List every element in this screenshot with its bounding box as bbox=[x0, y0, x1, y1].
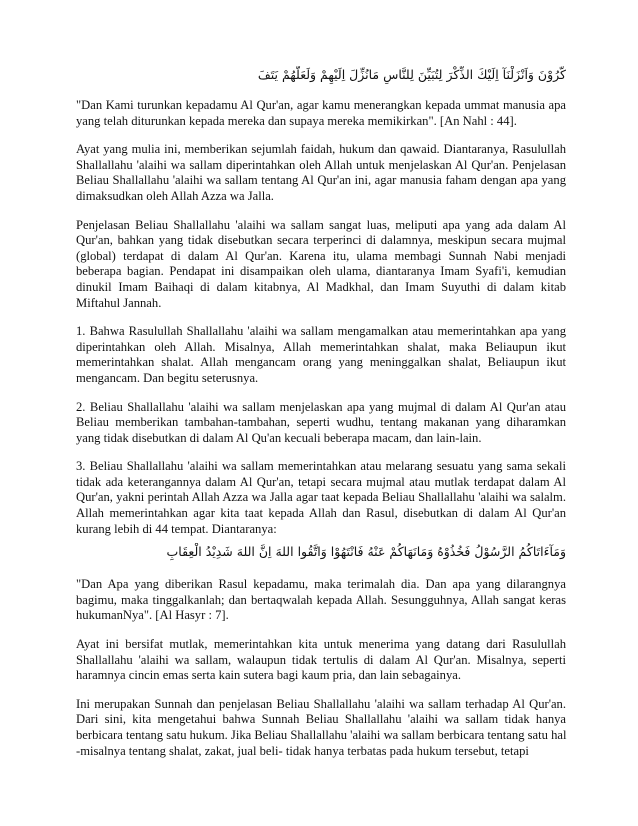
text-line: Ayat ini bersifat mutlak, memerintahkan kita untuk menerima yang datang dari Rasulullah bbox=[76, 637, 566, 652]
paragraph-ayat-mutlak bbox=[76, 637, 566, 684]
text-line: "Dan Apa yang diberikan Rasul kepadamu, maka terimalah dia. Dan apa yang dilarangnya bbox=[76, 577, 566, 592]
text-line: tidak ada keterangannya dalam Al Qur'an, tetapi secara mujmal atau mutlak terdapat dalam Al bbox=[76, 474, 566, 489]
text-line: haramnya cincin emas serta kain sutera bagi kaum pria, dan lain sebagainya. bbox=[76, 668, 462, 683]
text-line: Qur'an, bahkan yang tidak disebutkan secara terperinci di dalamnya, meskipun secara mujmal bbox=[76, 233, 566, 248]
text-line: kurang lebih di 44 tempat. Diantaranya: bbox=[76, 521, 277, 536]
point-2 bbox=[76, 400, 566, 447]
text-line: berbicara tentang satu hukum. Jika Beliau Shallallahu 'alaihi wa sallam berbicara tentang satu hal bbox=[76, 728, 567, 742]
text-line: "Dan Kami turunkan kepadamu Al Qur'an, agar kamu menerangkan kepada ummat manusia apa bbox=[76, 98, 566, 112]
arabic-verse-an-nahl: كَّرُوْنَ وَاَنْزَلْنَآ اِلَيْكَ الذِّكْرَ لِتُبَيِّنَ لِلنَّاسِ مَانُزِّلَ اِلَيْهِمْ وَلَعَلَّهُمْ يَتَفَ bbox=[257, 67, 566, 82]
text-line: 2. Beliau Shallallahu 'alaihi wa sallam menjelaskan apa yang mujmal di dalam Al Qur'an atau bbox=[76, 399, 566, 414]
text-line: bagimu, maka tinggalkanlah; dan bertaqwalah kepada Allah. Sesungguhnya, Allah sangat keras bbox=[76, 592, 566, 607]
document-page bbox=[76, 66, 566, 772]
text-line: mengancam. Dan begitu seterusnya. bbox=[76, 370, 259, 385]
paragraph-ayat-mulia bbox=[76, 142, 566, 204]
point-3 bbox=[76, 459, 566, 537]
paragraph-sunnah bbox=[76, 697, 566, 759]
text-line: yang tidak disebutkan di dalam Al Qu'an kecuali beberapa macam, dan lain-lain. bbox=[76, 430, 482, 445]
text-line: 3. Beliau Shallallahu 'alaihi wa sallam memerintahkan atau melarang sesuatu yang sama sekali bbox=[76, 459, 566, 474]
text-line: Qur'an, yakni perintah Allah Azza wa Jalla agar taat kepada Beliau Shallallahu 'alaihi wa salalm. bbox=[76, 490, 566, 505]
text-line: Allah memerintahkan agar kita taat kepada Allah dan Rasul, disebutkan di dalam Al Qur'an bbox=[76, 506, 566, 521]
text-line: Beliau Shallallahu 'alaihi wa sallam tentang Al Qur'an ini, agar manusia faham dengan apa yang bbox=[76, 173, 566, 188]
point-1 bbox=[76, 324, 566, 386]
text-line: yang telah diturunkan kepada mereka dan supaya mereka memikirkan". [An Nahl : 44]. bbox=[76, 113, 517, 128]
text-line: Penjelasan Beliau Shallallahu 'alaihi wa sallam sangat luas, meliputi apa yang ada dalam Al bbox=[76, 217, 566, 232]
text-line: Shallallahu 'alaihi wa sallam diperintahkan oleh Allah untuk menjelaskan Al Qur'an. Penjelasan bbox=[76, 157, 566, 172]
text-line: Ini merupakan Sunnah dan penjelasan Beliau Shallallahu 'alaihi wa sallam terhadap Al Qur'an. bbox=[76, 696, 566, 711]
text-line: memerintahkan shalat. Allah mengancam orang yang meninggalkan shalat, Beliaupun ikut bbox=[76, 355, 566, 370]
arabic-verse-al-hasyr: وَمَآءَاتَاكُمُ الرَّسُوْلُ فَخُذُوْهُ وَمَانَهَاكُمْ عَنْهُ فَانْتَهُوْا وَاتَّقُوا اللهَ اِنَّ اللهَ شَدِيْدُ الْعِقَابِ bbox=[166, 544, 566, 560]
text-line: diperintahkan oleh Allah. Misalnya, Allah memerintahkan shalat, maka Beliaupun ikut bbox=[76, 339, 566, 354]
text-line: Dari sini, kita mengetahui bahwa Sunnah Beliau Shallallahu 'alaihi wa sallam tidak hanya bbox=[76, 712, 566, 727]
paragraph-penjelasan bbox=[76, 218, 566, 312]
text-line: (global) terdapat di dalam Al Qur'an. Karena itu, ulama membagi Sunnah Nabi menjadi bbox=[76, 248, 566, 263]
text-line: Beliau memberikan tambahan-tambahan, seperti wudhu, tentang makanan yang diharamkan bbox=[76, 415, 566, 430]
quote-an-nahl bbox=[76, 98, 566, 129]
text-line: dimaksudkan oleh Allah Azza wa Jalla. bbox=[76, 188, 274, 203]
text-line: Ayat yang mulia ini, memberikan sejumlah faidah, hukum dan qawaid. Diantaranya, Rasulullah bbox=[76, 142, 566, 157]
text-line: Shallallahu 'alaihi wa sallam, walaupun tidak tertulis di dalam Al Qur'an. Misalnya, seperti bbox=[76, 652, 566, 667]
text-line: dinukil Imam Baihaqi di dalam kitabnya, Al Madkhal, dan Imam Suyuthi di dalam kitab bbox=[76, 279, 566, 294]
text-line: hukumanNya". [Al Hasyr : 7]. bbox=[76, 608, 229, 623]
text-line: beberapa bagian. Pendapat ini disampaikan oleh ulama, diantaranya Imam Syafi'i, kemudian bbox=[76, 264, 566, 279]
quote-al-hasyr bbox=[76, 577, 566, 624]
text-line: Miftahul Jannah. bbox=[76, 295, 162, 310]
text-line: 1. Bahwa Rasulullah Shallallahu 'alaihi wa sallam mengamalkan atau memerintahkan apa yang bbox=[76, 324, 566, 339]
text-line: -misalnya tentang shalat, zakat, jual beli- tidak hanya terbatas pada hukum tersebut, tetapi bbox=[76, 743, 529, 758]
